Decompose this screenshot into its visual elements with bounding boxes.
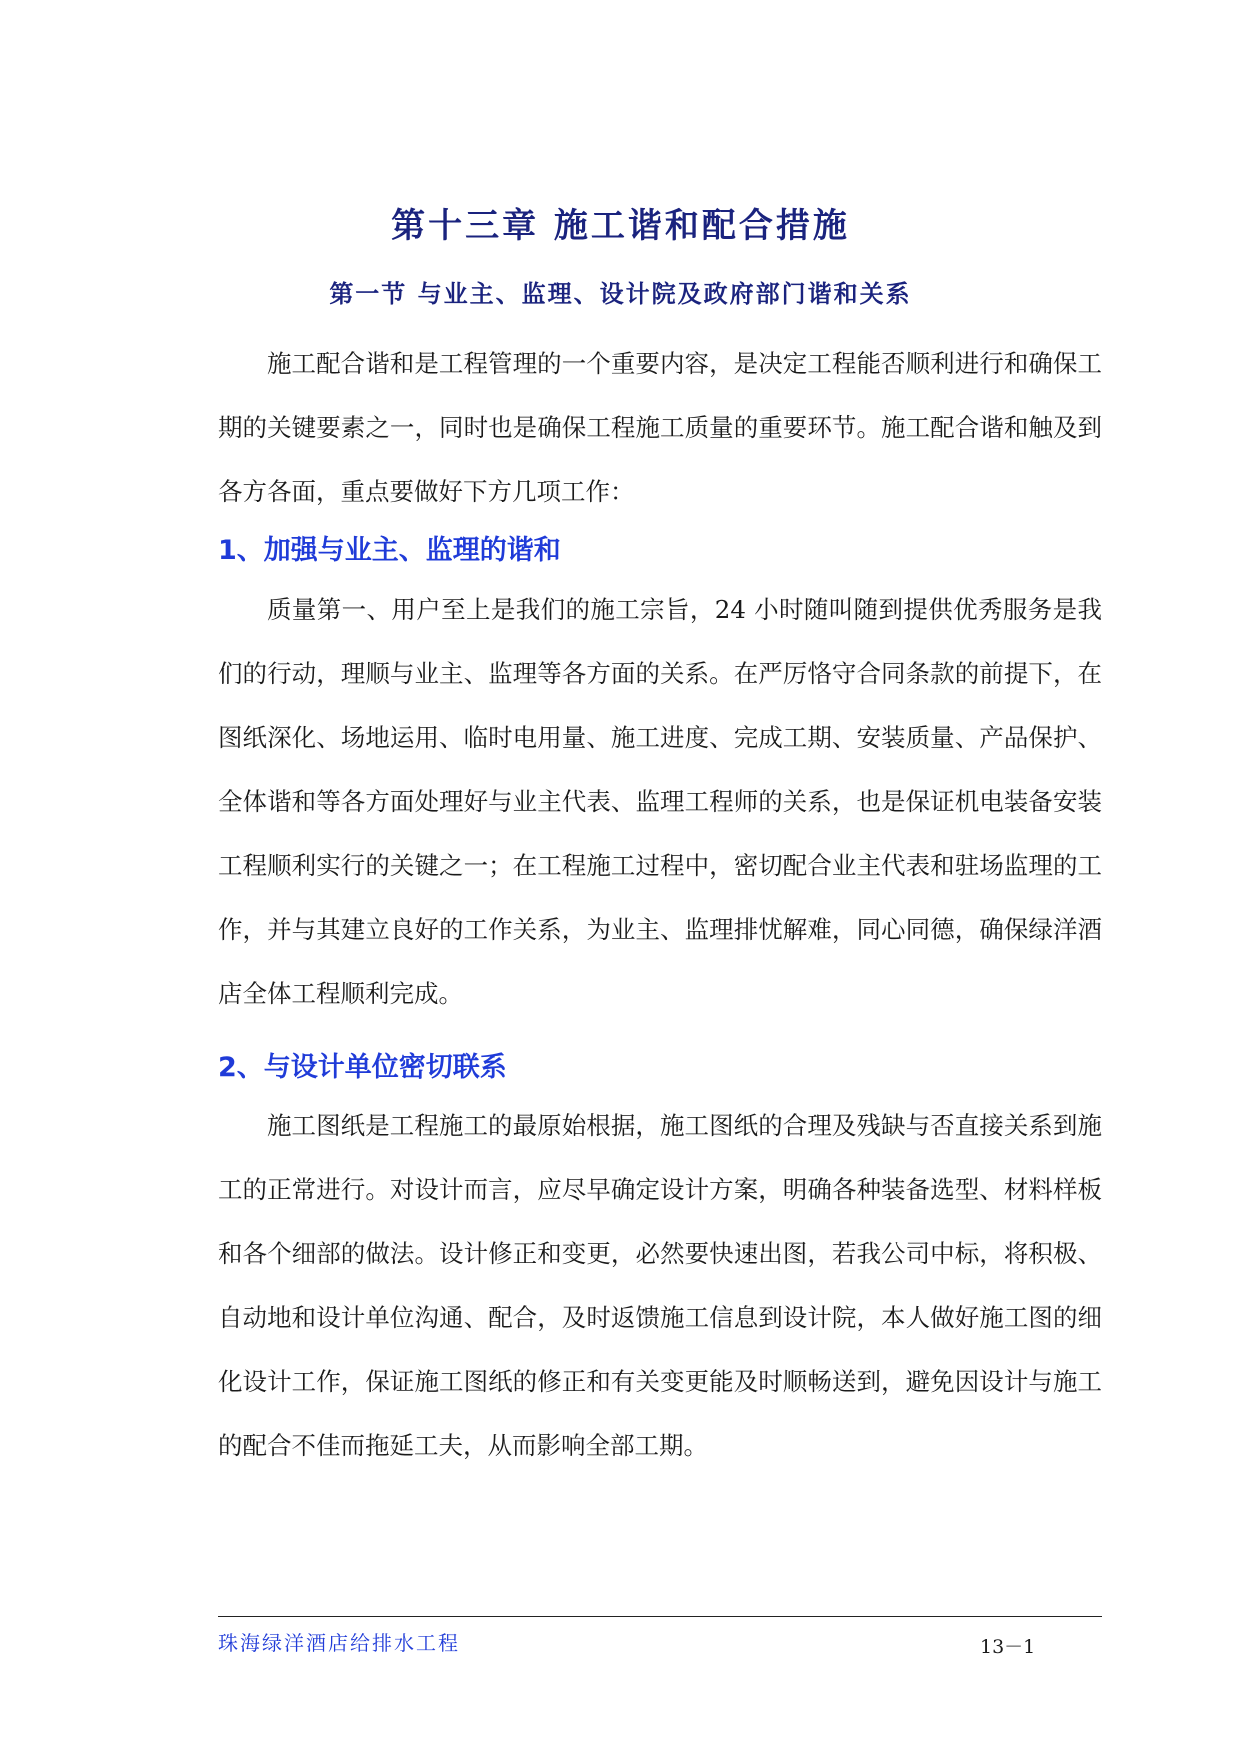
paragraph-owner-supervision: 质量第一、用户至上是我们的施工宗旨，24 小时随叫随到提供优秀服务是我们的行动，理顺与业主、监理等各方面的关系。在严厉恪守合同条款的前提下，在图纸深化、场地运用、临时电用量、施工进度、完成工期、安装质量、产品保护、全体谐和等各方面处理好与业主代表、监理工程师的关系，也是保证机电装备安装工程顺利实行的关键之一；在工程施工过程中，密切配合业主代表和驻场监理的工作，并与其建立良好的工作关系，为业主、监理排忧解难，同心同德，确保绿洋酒店全体工程顺利完成。 (218, 595, 1102, 1008)
section-title: 第一节 与业主、监理、设计院及政府部门谐和关系 (329, 280, 912, 308)
section-heading-design-unit: 2、与设计单位密切联系 (218, 1052, 507, 1083)
footer-project-name: 珠海绿洋酒店给排水工程 (218, 1631, 460, 1655)
footer-page-number: 13－1 (980, 1636, 1036, 1658)
intro-paragraph: 施工配合谐和是工程管理的一个重要内容，是决定工程能否顺利进行和确保工期的关键要素之一，同时也是确保工程施工质量的重要环节。施工配合谐和触及到各方各面，重点要做好下方几项工作： (218, 349, 1102, 506)
footer-divider (218, 1616, 1102, 1617)
section-heading-owner-supervision: 1、加强与业主、监理的谐和 (218, 535, 561, 566)
chapter-title: 第十三章 施工谐和配合措施 (391, 206, 850, 246)
paragraph-design-unit: 施工图纸是工程施工的最原始根据，施工图纸的合理及残缺与否直接关系到施工的正常进行。对设计而言，应尽早确定设计方案，明确各种装备选型、材料样板和各个细部的做法。设计修正和变更，必然要快速出图，若我公司中标，将积极、自动地和设计单位沟通、配合，及时返馈施工信息到设计院，本人做好施工图的细化设计工作，保证施工图纸的修正和有关变更能及时顺畅送到，避免因设计与施工的配合不佳而拖延工夫，从而影响全部工期。 (218, 1111, 1102, 1460)
